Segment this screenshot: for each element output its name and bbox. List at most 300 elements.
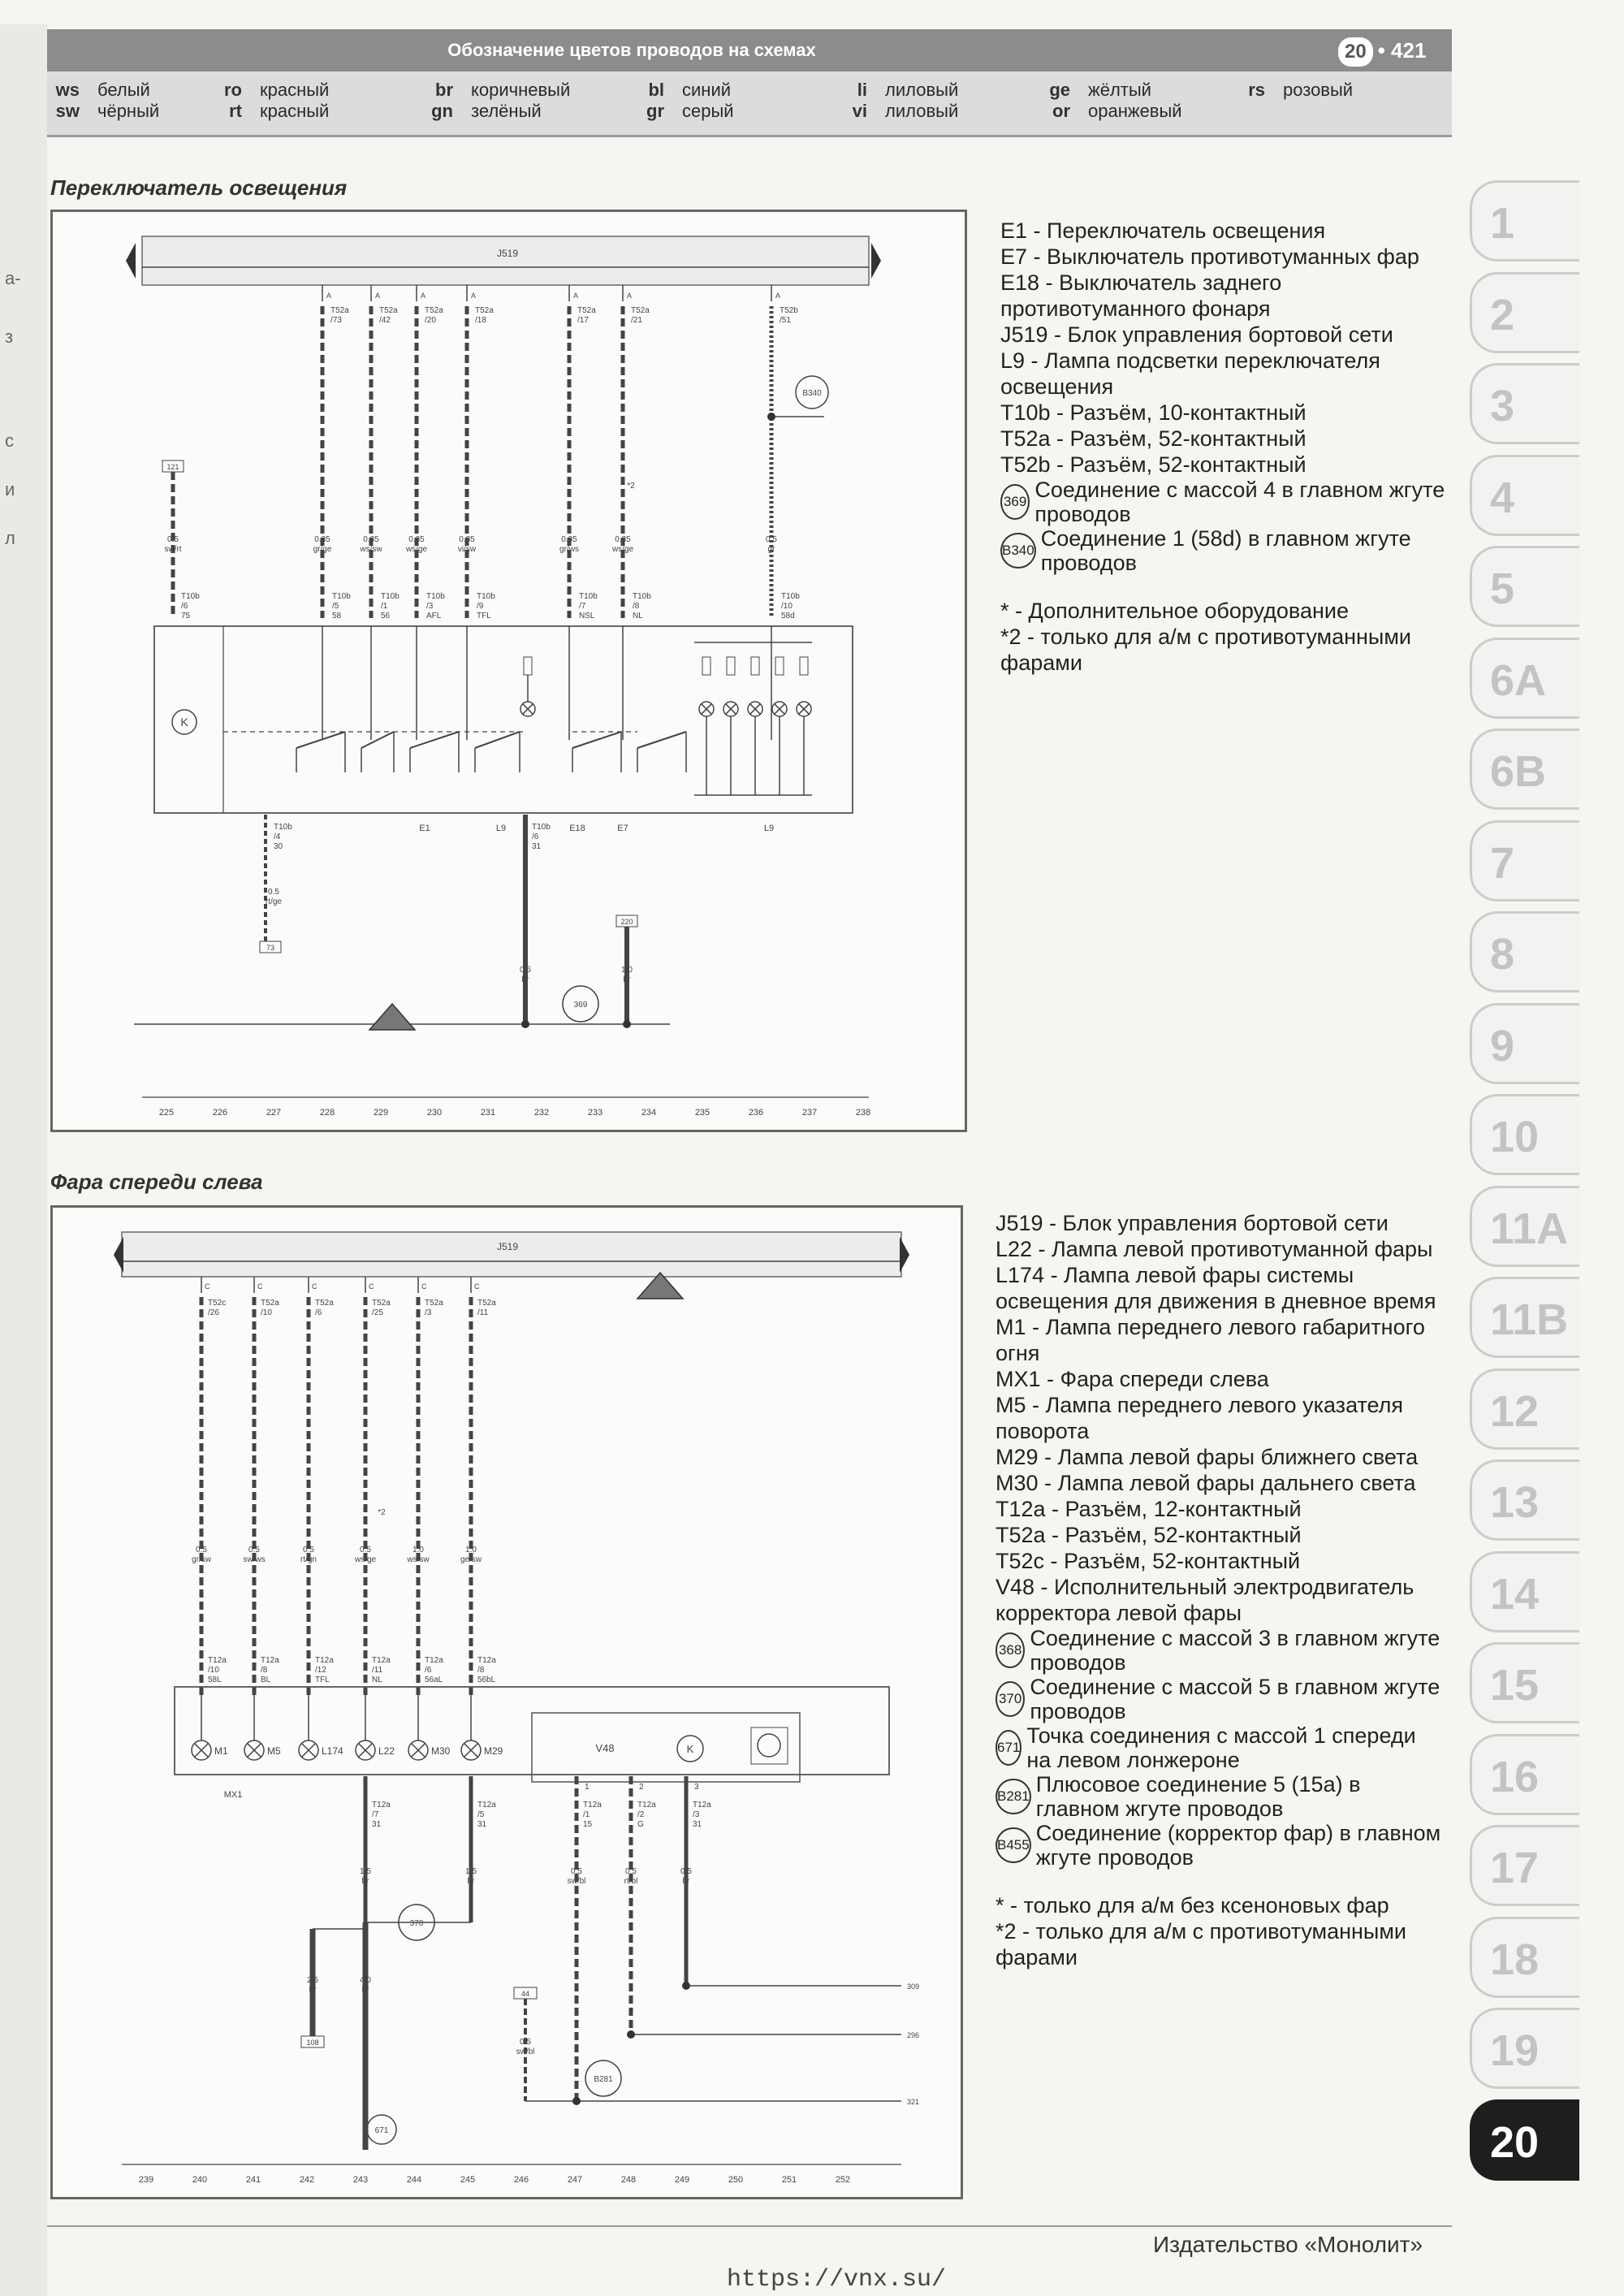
t12-sig: G	[637, 1820, 644, 1829]
connector-pin: /26	[208, 1308, 219, 1317]
connector-pin: /42	[379, 316, 391, 325]
circle-ref: B455	[996, 1827, 1031, 1863]
legend-name: белый	[97, 80, 150, 100]
t10-sig: 75	[181, 612, 191, 620]
connector-pin: /51	[780, 316, 791, 325]
grid-number: 241	[245, 2175, 261, 2185]
circle-ref-text: Соединение (корректор фар) в главном жгуте проводов	[1035, 1821, 1441, 1870]
wire-color: ws/sw	[360, 545, 382, 554]
wire-color: sw/ws	[243, 1555, 266, 1564]
t10-pin: /8	[633, 602, 640, 611]
legend-light-switch	[1000, 218, 1449, 676]
desc-note: * - Дополнительное оборудование	[1000, 599, 1349, 623]
grid-number: 242	[299, 2175, 315, 2185]
t12-sig: BL	[261, 1676, 271, 1684]
t12-sig: 15	[583, 1820, 593, 1829]
k-label: K	[686, 1743, 694, 1755]
lamp-label: M5	[267, 1745, 281, 1757]
t10-label: T10b	[332, 592, 351, 601]
junction-dot	[521, 1020, 529, 1028]
legend-entry	[1021, 101, 1182, 122]
connector-label: T52a	[372, 1299, 391, 1308]
desc-note: * - только для а/м без ксеноновых фар	[996, 1893, 1389, 1918]
edge-char: з	[5, 326, 14, 347]
chapter-tab-17[interactable]: 17	[1470, 1825, 1579, 1906]
t10-pin: /5	[332, 602, 339, 611]
desc-line: L22 - Лампа левой противотуманной фары	[996, 1237, 1433, 1261]
diagram-bg	[53, 1208, 961, 2197]
wire-color: br	[521, 975, 529, 984]
wire-color: gr/ws	[559, 545, 579, 554]
chapter-tab-11a[interactable]: 11A	[1470, 1186, 1579, 1267]
connector-label: T52a	[379, 306, 398, 315]
t10-label: T10b	[579, 592, 598, 601]
v48-pin: 1	[585, 1783, 590, 1792]
connector-pin: /6	[315, 1308, 322, 1317]
t10-label: T10b	[381, 592, 400, 601]
circle-ref: B340	[1000, 533, 1036, 569]
t12-sig: 56bL	[477, 1676, 496, 1684]
wire-gauge: 0.5	[196, 1546, 207, 1554]
wire-gauge: 0.5	[571, 1867, 582, 1876]
t12-label: T12a	[261, 1656, 279, 1665]
ref-label: 73	[266, 944, 275, 952]
wire-gauge: 1.5	[465, 1867, 477, 1876]
wire-color: br	[467, 1877, 475, 1886]
lamp-label: M29	[484, 1745, 503, 1757]
ref-label: 108	[306, 2039, 319, 2047]
t12-sig: 58L	[208, 1676, 222, 1684]
grid-number: 226	[212, 1108, 228, 1118]
legend-name: лиловый	[885, 101, 959, 121]
connector-pin: /20	[425, 316, 436, 325]
j519-bus	[142, 236, 869, 285]
t12-pin: /6	[425, 1666, 432, 1675]
desc-note: *2 - только для а/м с противотуманными фарами	[1000, 625, 1411, 675]
note-mark: *2	[627, 482, 635, 491]
legend-name: лиловый	[885, 80, 959, 100]
connector-pin: /73	[330, 316, 342, 325]
t12-pin: /10	[208, 1666, 219, 1675]
t10-pin: /10	[781, 602, 793, 611]
t10-sig: 56	[381, 612, 391, 620]
grid-number: 230	[426, 1108, 443, 1118]
pin-letter: A	[326, 292, 332, 300]
chapter-tab-10[interactable]: 10	[1470, 1094, 1579, 1175]
t12-label: T12a	[477, 1801, 496, 1810]
t10-label: T10b	[181, 592, 200, 601]
t12-sig: 31	[372, 1820, 382, 1829]
grid-number: 238	[855, 1108, 871, 1118]
legend-entry	[193, 80, 329, 101]
desc-line: J519 - Блок управления бортовой сети	[1000, 322, 1393, 347]
t12-pin: /5	[477, 1810, 485, 1819]
legend-entry	[404, 80, 570, 101]
legend-name: красный	[260, 80, 330, 100]
connector-pin: /17	[577, 316, 589, 325]
t12-pin: /3	[693, 1810, 700, 1819]
component-label: E1	[419, 824, 430, 833]
wire-gauge: 0.35	[561, 535, 577, 544]
wire-gauge: 1.0	[412, 1546, 424, 1554]
publisher: Издательство «Монолит»	[1153, 2232, 1423, 2257]
desc-circle-line	[996, 1723, 1444, 1772]
t12-pin: /1	[583, 1810, 590, 1819]
v48-pin: 3	[694, 1783, 699, 1792]
pin-letter: A	[471, 292, 477, 300]
wire-color: br	[361, 1986, 369, 1995]
b340-label: B340	[802, 389, 822, 398]
grid-number: 245	[460, 2175, 476, 2185]
t10-pin: /9	[477, 602, 484, 611]
chapter-tab-18[interactable]: 18	[1470, 1917, 1579, 1998]
component-label: E18	[569, 824, 585, 833]
t12-label: T12a	[693, 1801, 711, 1810]
circle-ref-text: Точка соединения с массой 1 спереди на левом лонжероне	[1026, 1723, 1416, 1772]
t12-pin: /11	[372, 1666, 383, 1675]
wire-color: br	[361, 1877, 369, 1886]
pin-letter: C	[474, 1282, 480, 1291]
junction-dot	[682, 1982, 690, 1990]
circle-ref: 368	[996, 1632, 1025, 1668]
page-edge	[0, 24, 47, 2296]
mx-label: MX1	[223, 1790, 243, 1800]
wire-gauge: 4.0	[360, 1976, 371, 1985]
header-title: Обозначение цветов проводов на схемах	[447, 40, 816, 60]
legend-name: зелёный	[471, 101, 542, 121]
legend-name: серый	[682, 101, 734, 121]
chapter-tab-12[interactable]: 12	[1470, 1369, 1579, 1450]
wire-gauge: 0.35	[615, 535, 631, 544]
t10-pin: /1	[381, 602, 388, 611]
circle-ref-text: Соединение с массой 5 в главном жгуте проводов	[1030, 1675, 1440, 1723]
t10-label: T10b	[633, 592, 651, 601]
legend-name: красный	[260, 101, 330, 121]
chapter-tab-4[interactable]: 4	[1470, 455, 1579, 536]
component-label: L9	[763, 824, 775, 833]
chapter-badge: 20	[1338, 37, 1373, 67]
grid-number: 231	[480, 1108, 496, 1118]
connector-pin: /21	[631, 316, 642, 325]
legend-code: rs	[1248, 80, 1265, 100]
connector-label: T52a	[425, 306, 443, 315]
circle-ref-text: Плюсовое соединение 5 (15a) в главном жгуте проводов	[1035, 1772, 1361, 1821]
chapter-tab-16[interactable]: 16	[1470, 1734, 1579, 1815]
diagram-headlight	[50, 1205, 963, 2199]
t12-label: T12a	[583, 1801, 602, 1810]
desc-circle-line	[1000, 526, 1449, 575]
desc-line: T10b - Разъём, 10-контактный	[1000, 400, 1307, 425]
grid-number: 239	[138, 2175, 154, 2185]
connector-pin: /3	[425, 1308, 432, 1317]
k-label: K	[180, 716, 188, 729]
mass-369-label: 369	[573, 1001, 588, 1010]
legend-name: оранжевый	[1088, 101, 1182, 121]
pin-letter: C	[421, 1282, 427, 1291]
wire-color: rt/bl	[624, 1877, 638, 1886]
wire-color: rt/ge	[265, 897, 283, 906]
wire-color: gr	[767, 545, 775, 554]
t10-label: T10b	[532, 823, 551, 832]
t12-sig: 56aL	[425, 1676, 443, 1684]
wire-color: ge/sw	[460, 1555, 482, 1564]
t10-sig: NL	[633, 612, 643, 620]
wire-gauge: 0.35	[363, 535, 379, 544]
page-number-value: 421	[1391, 38, 1427, 63]
t10-pin: /3	[426, 602, 434, 611]
t10-sig: NSL	[579, 612, 595, 620]
desc-note: *2 - только для а/м с противотуманными фарами	[996, 1919, 1406, 1970]
legend-code: gn	[431, 101, 453, 121]
legend-name: чёрный	[97, 101, 160, 121]
edge-char: и	[5, 479, 15, 499]
grid-number: 227	[266, 1108, 282, 1118]
t10-pin: /6	[532, 832, 539, 841]
chapter-tab-14[interactable]: 14	[1470, 1551, 1579, 1632]
connector-pin: /11	[477, 1308, 489, 1317]
grid-number: 233	[587, 1108, 603, 1118]
legend-entry	[818, 101, 958, 122]
legend-entry	[193, 101, 329, 122]
t12-sig: TFL	[315, 1676, 330, 1684]
connector-label: T52a	[477, 1299, 496, 1308]
desc-circle-line	[1000, 478, 1449, 526]
wire-gauge: 1.0	[621, 966, 633, 975]
desc-line: L174 - Лампа левой фары системы освещения для движения в дневное время	[996, 1263, 1436, 1313]
circle-ref: B281	[996, 1779, 1031, 1814]
t12-label: T12a	[372, 1656, 391, 1665]
circle-ref-text: Соединение с массой 4 в главном жгуте проводов	[1034, 478, 1445, 526]
legend-entry	[31, 80, 150, 101]
wire-color: br	[682, 1877, 690, 1886]
junction-dot	[767, 413, 775, 421]
junction-dot	[572, 2097, 581, 2105]
desc-line: M30 - Лампа левой фары дальнего света	[996, 1471, 1416, 1495]
t12-label: T12a	[208, 1656, 227, 1665]
legend-code: ge	[1049, 80, 1070, 100]
ref-label: 44	[520, 1990, 530, 1998]
connector-label: T52a	[475, 306, 494, 315]
ref-label: 121	[166, 463, 179, 471]
wire-gauge: 0.5	[248, 1546, 260, 1554]
chapter-tab-19[interactable]: 19	[1470, 2008, 1579, 2089]
desc-line: L9 - Лампа подсветки переключателя освещения	[1000, 348, 1380, 399]
connector-label: T52a	[631, 306, 650, 315]
v48-pin: 2	[639, 1783, 644, 1792]
connector-label: T52b	[780, 306, 798, 315]
lamp-label: M1	[214, 1745, 228, 1757]
chapter-tab-3[interactable]: 3	[1470, 363, 1579, 444]
t10-label: T10b	[274, 823, 292, 832]
connector-pin: /10	[261, 1308, 272, 1317]
chapter-tab-6b[interactable]: 6B	[1470, 729, 1579, 810]
chapter-tab-8[interactable]: 8	[1470, 911, 1579, 992]
chapter-tab-2[interactable]: 2	[1470, 272, 1579, 353]
legend-name: розовый	[1283, 80, 1354, 100]
grid-number: 240	[192, 2175, 208, 2185]
t10-pin: /6	[181, 602, 188, 611]
page-header	[47, 29, 1452, 71]
pin-letter: A	[375, 292, 381, 300]
desc-line: T12a - Разъём, 12-контактный	[996, 1497, 1302, 1521]
connector-label: T52a	[330, 306, 349, 315]
legend-entry	[1216, 80, 1353, 101]
grid-number: 252	[835, 2175, 851, 2185]
t12-sig: 31	[693, 1820, 702, 1829]
wire-gauge: 0.5	[680, 1867, 692, 1876]
note-mark: *2	[378, 1508, 386, 1517]
pin-letter: A	[421, 292, 426, 300]
grid-number: 232	[533, 1108, 550, 1118]
desc-line: E18 - Выключатель заднего противотуманного фонаря	[1000, 270, 1282, 321]
wire-color: ws/ge	[354, 1555, 377, 1564]
pin-letter: A	[775, 292, 781, 300]
chapter-tab-6a[interactable]: 6A	[1470, 638, 1579, 719]
ref-number: 321	[907, 2098, 920, 2106]
t12-label: T12a	[425, 1656, 443, 1665]
legend-code: bl	[648, 80, 664, 100]
chapter-tab-7[interactable]: 7	[1470, 820, 1579, 902]
desc-line: M5 - Лампа переднего левого указателя поворота	[996, 1393, 1404, 1443]
chapter-tab-15[interactable]: 15	[1470, 1642, 1579, 1723]
chapter-tab-1[interactable]: 1	[1470, 180, 1579, 262]
junction-dot	[623, 1020, 631, 1028]
legend-entry	[818, 80, 958, 101]
wire-gauge: 0.35	[459, 535, 475, 544]
legend-entry	[615, 80, 731, 101]
ref-label: 220	[620, 918, 633, 926]
connector-label: T52a	[261, 1299, 279, 1308]
component-label: L9	[495, 824, 507, 833]
legend-code: li	[857, 80, 867, 100]
bus-label: J519	[496, 1241, 519, 1252]
legend-code: gr	[646, 101, 664, 121]
grid-number: 229	[373, 1108, 389, 1118]
desc-line: M29 - Лампа левой фары ближнего света	[996, 1445, 1419, 1469]
wire-color: gr/sw	[192, 1555, 211, 1564]
wire-color: rt/gn	[300, 1555, 317, 1564]
legend-code: ws	[55, 80, 80, 100]
grid-number: 249	[674, 2175, 690, 2185]
edge-char: а-	[5, 268, 21, 288]
t12-label: T12a	[372, 1801, 391, 1810]
wire-color: sw/bl	[567, 1877, 586, 1886]
desc-line: T52a - Разъём, 52-контактный	[1000, 426, 1307, 451]
grid-number: 251	[781, 2175, 797, 2185]
wire-gauge: 0.35	[408, 535, 425, 544]
t10-sig: 58	[332, 612, 342, 620]
wire-gauge: 0.5	[520, 2038, 531, 2047]
grid-number: 234	[641, 1108, 657, 1118]
ref-number: 296	[907, 2031, 920, 2039]
legend-code: br	[435, 80, 453, 100]
wire-gauge: 1.5	[360, 1867, 371, 1876]
grid-number: 228	[319, 1108, 335, 1118]
connector-pin: /18	[475, 316, 486, 325]
source-url[interactable]: https://vnx.su/	[727, 2266, 947, 2294]
desc-line: MX1 - Фара спереди слева	[996, 1367, 1269, 1391]
wire-gauge: 0.5	[303, 1546, 314, 1554]
b281-label: B281	[594, 2075, 613, 2084]
desc-line: E7 - Выключатель противотуманных фар	[1000, 244, 1419, 269]
legend-name: жёлтый	[1088, 80, 1151, 100]
wiring-diagram-2	[53, 1208, 961, 2197]
desc-line: J519 - Блок управления бортовой сети	[996, 1211, 1389, 1235]
circle-ref-text: Соединение 1 (58d) в главном жгуте проводов	[1040, 526, 1411, 575]
grid-number: 236	[748, 1108, 764, 1118]
grid-number: 243	[352, 2175, 369, 2185]
t10-label: T10b	[781, 592, 800, 601]
t10-sig: 30	[274, 842, 283, 851]
wire-gauge: 1.0	[465, 1546, 477, 1554]
pin-letter: C	[205, 1282, 210, 1291]
grid-number: 235	[694, 1108, 710, 1118]
wire-gauge: 0.5	[360, 1546, 371, 1554]
grid-number: 237	[801, 1108, 818, 1118]
diagram-bg	[53, 212, 965, 1130]
t10-label: T10b	[477, 592, 495, 601]
t10-sig: 31	[532, 842, 542, 851]
motor-label: V48	[595, 1742, 615, 1754]
chapter-tab-5[interactable]: 5	[1470, 546, 1579, 627]
wire-gauge: 0.5	[268, 888, 279, 897]
wire-color: gr/ge	[313, 545, 332, 554]
chapter-tab-9[interactable]: 9	[1470, 1003, 1579, 1084]
wire-color: br	[309, 1986, 317, 1995]
desc-circle-line	[996, 1772, 1444, 1821]
connector-label: T52c	[208, 1299, 227, 1308]
chapter-tab-13[interactable]: 13	[1470, 1459, 1579, 1541]
chapter-tab-11b[interactable]: 11B	[1470, 1277, 1579, 1358]
section-title-headlight: Фара спереди слева	[50, 1170, 263, 1194]
legend-headlight	[996, 1210, 1444, 1970]
wire-color: sw/bl	[516, 2047, 535, 2056]
grid-number: 248	[620, 2175, 637, 2185]
t10-sig: TFL	[477, 612, 491, 620]
wire-gauge: 2.5	[307, 1976, 318, 1985]
connector-label: T52a	[425, 1299, 443, 1308]
chapter-tab-20[interactable]: 20	[1470, 2099, 1579, 2181]
wire-color: sw/rt	[164, 545, 182, 554]
t12-pin: /7	[372, 1810, 379, 1819]
color-legend	[47, 71, 1452, 137]
connector-pin: /25	[372, 1308, 383, 1317]
legend-name: синий	[682, 80, 732, 100]
circle-ref-text: Соединение с массой 3 в главном жгуте проводов	[1030, 1626, 1440, 1675]
wire-gauge: 0.5	[520, 966, 531, 975]
desc-line: M1 - Лампа переднего левого габаритного огня	[996, 1315, 1425, 1365]
t12-pin: /12	[315, 1666, 326, 1675]
lamp-label: L22	[378, 1745, 395, 1757]
desc-line: E1 - Переключатель освещения	[1000, 218, 1326, 243]
t12-sig: 31	[477, 1820, 487, 1829]
page-number: 20 • 421	[1338, 36, 1426, 65]
wire-color: ws/sw	[407, 1555, 430, 1564]
circle-ref: 369	[1000, 484, 1030, 520]
t10-sig: 58d	[781, 612, 795, 620]
edge-char: с	[5, 430, 14, 451]
t12-sig: NL	[372, 1676, 382, 1684]
circle-ref: 370	[996, 1681, 1025, 1717]
t10-pin: /4	[274, 832, 281, 841]
grid-number: 225	[158, 1108, 175, 1118]
mass-671-label: 671	[374, 2126, 389, 2135]
junction-dot	[627, 2030, 635, 2039]
circle-ref: 671	[996, 1730, 1021, 1766]
desc-circle-line	[996, 1821, 1444, 1870]
desc-circle-line	[996, 1626, 1444, 1675]
diagram-light-switch	[50, 210, 967, 1132]
